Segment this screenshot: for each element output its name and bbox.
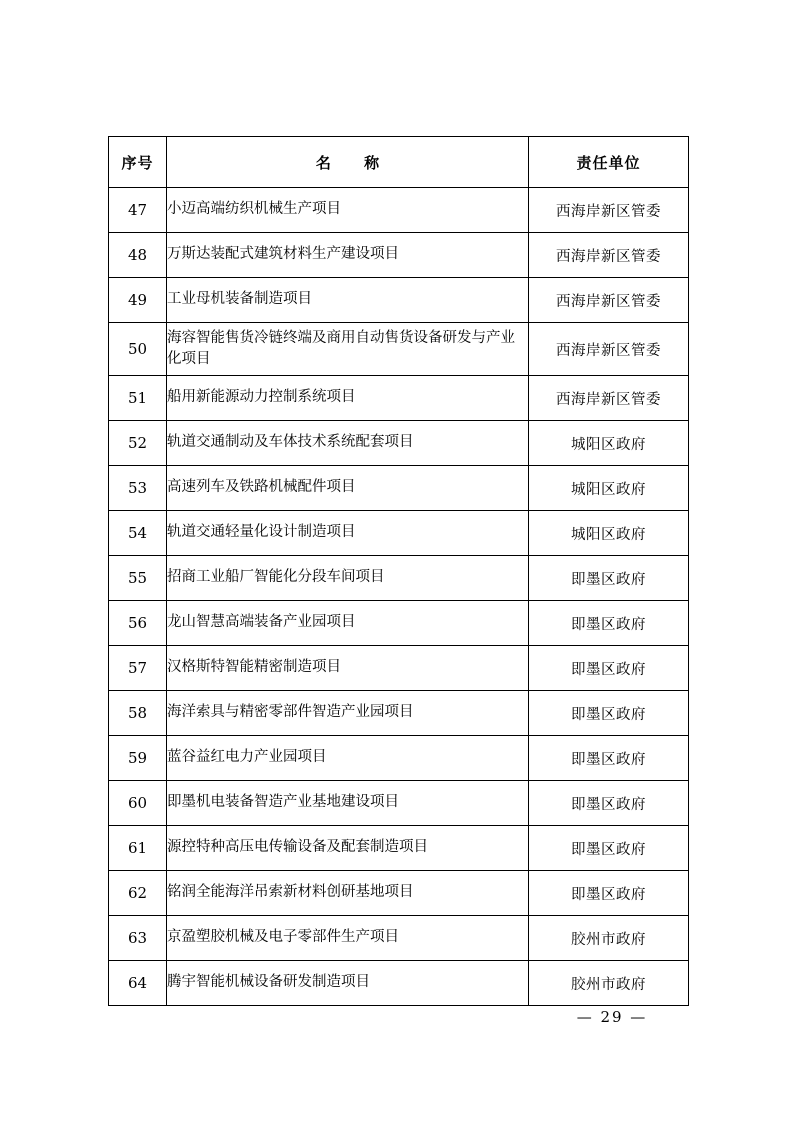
table-row: [109, 961, 689, 1006]
cell-name: 海洋索具与精密零部件智造产业园项目: [167, 691, 529, 736]
table-row: [109, 421, 689, 466]
column-header-name: [167, 137, 529, 188]
cell-name: 京盈塑胶机械及电子零部件生产项目: [167, 916, 529, 961]
cell-name: 轨道交通制动及车体技术系统配套项目: [167, 421, 529, 466]
cell-name: 海容智能售货冷链终端及商用自动售货设备研发与产业化项目: [167, 323, 529, 376]
table-row: [109, 826, 689, 871]
cell-sequence: 57: [109, 646, 167, 691]
column-header-unit: 责任单位: [529, 137, 689, 188]
cell-unit: 胶州市政府: [529, 916, 689, 961]
cell-sequence: 63: [109, 916, 167, 961]
cell-unit: 西海岸新区管委: [529, 376, 689, 421]
table-row: [109, 556, 689, 601]
cell-unit: 即墨区政府: [529, 871, 689, 916]
cell-name: 万斯达装配式建筑材料生产建设项目: [167, 233, 529, 278]
cell-name: 招商工业船厂智能化分段车间项目: [167, 556, 529, 601]
cell-unit: 西海岸新区管委: [529, 233, 689, 278]
cell-name: 高速列车及铁路机械配件项目: [167, 466, 529, 511]
cell-unit: 即墨区政府: [529, 736, 689, 781]
cell-unit: 西海岸新区管委: [529, 188, 689, 233]
table-row: [109, 188, 689, 233]
cell-name: 蓝谷益红电力产业园项目: [167, 736, 529, 781]
cell-sequence: 61: [109, 826, 167, 871]
table-row: [109, 691, 689, 736]
cell-unit: 即墨区政府: [529, 601, 689, 646]
project-table-container: [108, 136, 688, 1006]
cell-sequence: 54: [109, 511, 167, 556]
cell-sequence: 47: [109, 188, 167, 233]
cell-name: 工业母机装备制造项目: [167, 278, 529, 323]
cell-sequence: 55: [109, 556, 167, 601]
page-number: — 29 —: [576, 1008, 648, 1026]
table-row: [109, 736, 689, 781]
cell-sequence: 52: [109, 421, 167, 466]
cell-name: 即墨机电装备智造产业基地建设项目: [167, 781, 529, 826]
table-row: [109, 376, 689, 421]
cell-unit: 即墨区政府: [529, 826, 689, 871]
cell-unit: 即墨区政府: [529, 556, 689, 601]
table-body: [109, 188, 689, 1006]
cell-unit: 胶州市政府: [529, 961, 689, 1006]
cell-name: 轨道交通轻量化设计制造项目: [167, 511, 529, 556]
cell-unit: 城阳区政府: [529, 511, 689, 556]
project-table: [108, 136, 689, 1006]
cell-sequence: 59: [109, 736, 167, 781]
table-row: [109, 278, 689, 323]
cell-sequence: 60: [109, 781, 167, 826]
cell-unit: 即墨区政府: [529, 781, 689, 826]
table-row: [109, 233, 689, 278]
cell-sequence: 48: [109, 233, 167, 278]
table-row: [109, 781, 689, 826]
table-header-row: [109, 137, 689, 188]
table-row: [109, 323, 689, 376]
cell-sequence: 51: [109, 376, 167, 421]
cell-name: 龙山智慧高端装备产业园项目: [167, 601, 529, 646]
cell-sequence: 50: [109, 323, 167, 376]
cell-unit: 城阳区政府: [529, 466, 689, 511]
table-row: [109, 466, 689, 511]
cell-unit: 西海岸新区管委: [529, 323, 689, 376]
table-row: [109, 916, 689, 961]
cell-unit: 城阳区政府: [529, 421, 689, 466]
table-row: [109, 511, 689, 556]
cell-name: 铭润全能海洋吊索新材料创研基地项目: [167, 871, 529, 916]
cell-unit: 西海岸新区管委: [529, 278, 689, 323]
table-row: [109, 871, 689, 916]
cell-name: 汉格斯特智能精密制造项目: [167, 646, 529, 691]
cell-name: 源控特种高压电传输设备及配套制造项目: [167, 826, 529, 871]
cell-sequence: 56: [109, 601, 167, 646]
cell-name: 船用新能源动力控制系统项目: [167, 376, 529, 421]
table-row: [109, 646, 689, 691]
cell-name: 腾宇智能机械设备研发制造项目: [167, 961, 529, 1006]
page-footer: [0, 1008, 794, 1026]
cell-sequence: 64: [109, 961, 167, 1006]
cell-name: 小迈高端纺织机械生产项目: [167, 188, 529, 233]
cell-unit: 即墨区政府: [529, 691, 689, 736]
column-header-sequence: 序号: [109, 137, 167, 188]
cell-sequence: 62: [109, 871, 167, 916]
table-header: [109, 137, 689, 188]
column-header-name-text: 名 称: [315, 153, 394, 172]
cell-sequence: 49: [109, 278, 167, 323]
cell-unit: 即墨区政府: [529, 646, 689, 691]
cell-sequence: 58: [109, 691, 167, 736]
table-row: [109, 601, 689, 646]
cell-sequence: 53: [109, 466, 167, 511]
